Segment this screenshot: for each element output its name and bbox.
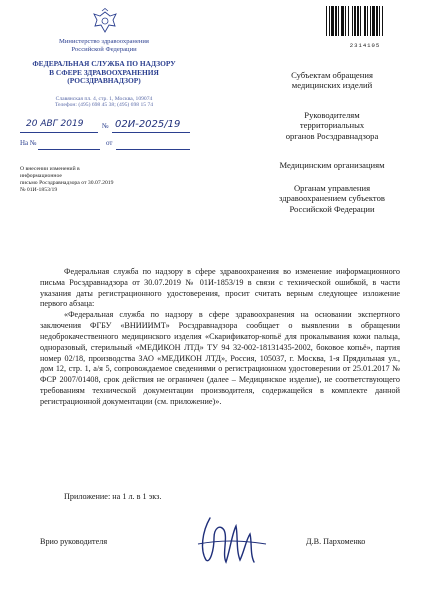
addressee-4 (262, 183, 402, 214)
addressee-1-text: Субъектам обращения медицинских изделий (291, 70, 373, 91)
reference-line (20, 139, 190, 153)
addressee-4-text: Органам управления здравоохранением субъектов Российской Федерации (279, 183, 385, 214)
agency-name (20, 60, 188, 86)
barcode (325, 6, 405, 36)
handwritten-signature (180, 510, 290, 570)
agency-address (20, 96, 188, 109)
body-paragraph-2: «Федеральная служба по надзору в сфере здравоохранения на основании экспертного заключения ФГБУ «ВНИИИМТ» Росздравнадзора сообщает о выявлении в обращении недоброкачественного медицинского изделия «Скарификатор-копьё для прокалывания кожи пальца, одноразовый, стерильный «МЕДИКОН ЛТД» ТУ 94 32-002-18131435-2002, боковое копьё», партия номер 02/18, производства ЗАО «МЕДИКОН ЛТД», Россия, 105037, г. Москва, 1-я Прядильная ул., дом 12, стр. 1, а/я 5, сопровождаемое сведениями о регистрационном удостоверении от 25.01.2017 № ФСР 2007/01408, срок действия не ограничен (далее – Медицинское изделие), не соответствующего требованиям технической документации производителя, содержащейся в комплекте данной регистрационной документации (см. приложение)». (40, 310, 400, 406)
ministry-name (20, 38, 188, 53)
state-emblem-icon (90, 8, 120, 36)
agency-text: ФЕДЕРАЛЬНАЯ СЛУЖБА ПО НАДЗОРУ В СФЕРЕ ЗДРАВООХРАНЕНИЯ (РОСЗДРАВНАДЗОР) (32, 59, 176, 86)
number-label: № (102, 122, 109, 130)
address-text: Славянская пл. 4, стр. 1, Москва, 109074 Телефон: (495) 698 45 38; (495) 698 15 74 (54, 96, 154, 109)
ministry-text: Министерство здравоохранения Российской Федерации (59, 38, 149, 53)
addressee-2 (262, 110, 402, 141)
registration-date-number (20, 119, 190, 136)
registration-number: 02И-2025/19 (115, 119, 181, 130)
on-number-label: На № (20, 139, 37, 147)
registration-date: 20 АВГ 2019 (26, 119, 84, 129)
addressee-3-text: Медицинским организациям (279, 160, 385, 170)
addressee-1 (262, 70, 402, 91)
signatory-position: Врио руководителя (40, 537, 108, 546)
signatory-name: Д.В. Пархоменко (306, 537, 366, 546)
subject-text: О внесении изменений в информационное письмо Росздравнадзора от 30.07.2019 № 01И-1853/19 (20, 166, 114, 194)
barcode-number: 2314105 (349, 42, 381, 49)
addressee-3 (262, 160, 402, 170)
letter-subject (20, 166, 120, 195)
body-paragraph-1: Федеральная служба по надзору в сфере здравоохранения во изменение информационного письма Росздравнадзора от 30.07.2019 № 01И-1853/19 в связи с технической ошибкой, в части указания даты регистрационного удостоверения, просит считать верным следующее изложение первого абзаца: (40, 267, 400, 309)
letter-body (40, 267, 400, 408)
from-label: от (106, 139, 113, 147)
attachment-note: Приложение: на 1 л. в 1 экз. (64, 492, 162, 501)
addressee-2-text: Руководителям территориальных органов Росздравнадзора (285, 110, 379, 141)
